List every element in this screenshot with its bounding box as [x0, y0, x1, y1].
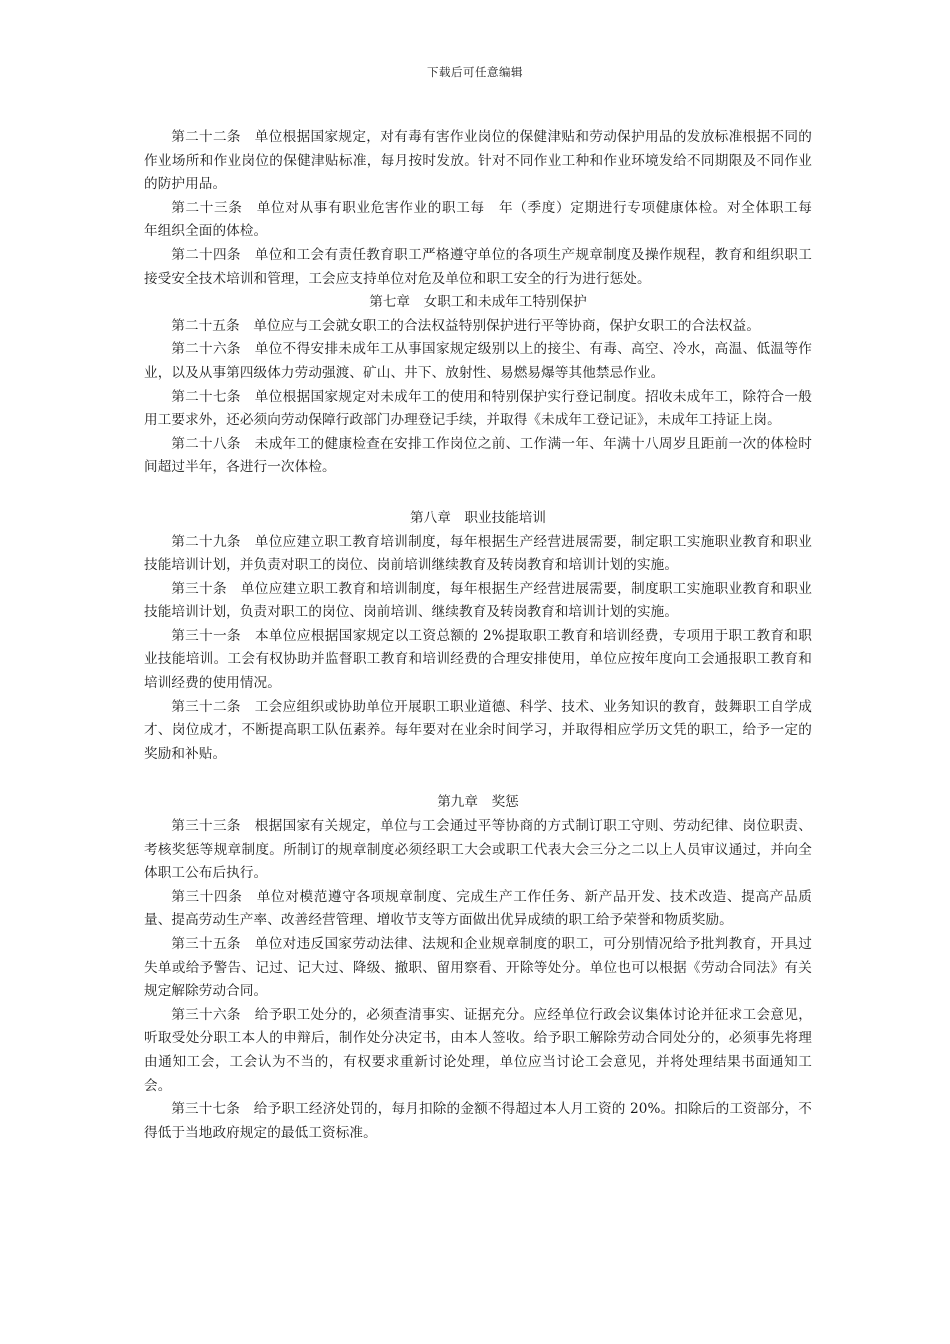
article-35: 第三十五条 单位对违反国家劳动法律、法规和企业规章制度的职工，可分别情况给予批判教育，开具过失单或给予警告、记过、记大过、降级、撤职、留用察看、开除等处分。单位也可以根据《劳动合同法》有关规定解除劳动合同。	[144, 936, 812, 1000]
article-30: 第三十条 单位应建立职工教育和培训制度，每年根据生产经营进展需要，制度职工实施职业教育和职业技能培训计划，负责对职工的岗位、岗前培训、继续教育及转岗教育和培训计划的实施。	[144, 580, 812, 621]
chapter-7-heading: 第七章 女职工和未成年工特别保护	[369, 294, 587, 311]
article-34: 第三十四条 单位对模范遵守各项规章制度、完成生产工作任务、新产品开发、技术改造、提高产品质量、提高劳动生产率、改善经营管理、增收节支等方面做出优异成绩的职工给予荣誉和物质奖励。	[144, 888, 812, 929]
article-23: 第二十三条 单位对从事有职业危害作业的职工每 年（季度）定期进行专项健康体检。对全体职工每 年组织全面的体检。	[144, 199, 826, 240]
document-body	[144, 126, 826, 1145]
article-36: 第三十六条 给予职工处分的，必须查清事实、证据充分。应经单位行政会议集体讨论并征求工会意见，听取受处分职工本人的申辩后，制作处分决定书，由本人签收。给予职工解除劳动合同处分的，必须事先将理由通知工会，工会认为不当的，有权要求重新讨论处理，单位应当讨论工会意见，并将处理结果书面通知工会。	[144, 1006, 812, 1094]
page-header: 下载后可任意编辑	[427, 65, 523, 79]
article-28: 第二十八条 未成年工的健康检查在安排工作岗位之前、工作满一年、年满十八周岁且距前一次的体检时间超过半年，各进行一次体检。	[144, 435, 812, 476]
article-22: 第二十二条 单位根据国家规定，对有毒有害作业岗位的保健津贴和劳动保护用品的发放标准根据不同的作业场所和作业岗位的保健津贴标准，每月按时发放。针对不同作业工种和作业环境发给不同期限及不同作业的防护用品。	[144, 129, 812, 193]
article-29: 第二十九条 单位应建立职工教育培训制度，每年根据生产经营进展需要，制定职工实施职业教育和职业技能培训计划，并负责对职工的岗位、岗前培训继续教育及转岗教育和培训计划的实施。	[144, 533, 812, 574]
article-26: 第二十六条 单位不得安排未成年工从事国家规定级别以上的接尘、有毒、高空、冷水，高温、低温等作业，以及从事第四级体力劳动强渡、矿山、井下、放射性、易燃易爆等其他禁忌作业。	[144, 341, 812, 381]
article-31: 第三十一条 本单位应根据国家规定以工资总额的 2%提取职工教育和培训经费，专项用于职工教育和职业技能培训。工会有权协助并监督职工教育和培训经费的合理安排使用，单位应按年度向工会通报职工教育和培训经费的使用情况。	[144, 627, 812, 692]
article-37: 第三十七条 给予职工经济处罚的，每月扣除的金额不得超过本人月工资的 20%。扣除后的工资部分，不得低于当地政府规定的最低工资标准。	[144, 1101, 812, 1141]
article-27: 第二十七条 单位根据国家规定对未成年工的使用和特别保护实行登记制度。招收未成年工，除符合一般用工要求外，还必须向劳动保障行政部门办理登记手续，并取得《未成年工登记证》，未成年工持证上岗。	[144, 388, 812, 429]
article-25: 第二十五条 单位应与工会就女职工的合法权益特别保护进行平等协商，保护女职工的合法权益。	[171, 317, 761, 334]
article-24: 第二十四条 单位和工会有责任教育职工严格遵守单位的各项生产规章制度及操作规程，教育和组织职工接受安全技术培训和管理，工会应支持单位对危及单位和职工安全的行为进行惩处。	[144, 246, 812, 287]
chapter-8-heading: 第八章 职业技能培训	[410, 509, 546, 526]
chapter-9-heading: 第九章 奖惩	[437, 794, 519, 811]
article-32: 第三十二条 工会应组织或协助单位开展职工职业道德、科学、技术、业务知识的教育，鼓舞职工自学成才、岗位成才，不断提高职工队伍素养。每年要对在业余时间学习，并取得相应学历文凭的职工，给予一定的奖励和补贴。	[144, 698, 812, 762]
article-33: 第三十三条 根据国家有关规定，单位与工会通过平等协商的方式制订职工守则、劳动纪律、岗位职责、考核奖惩等规章制度。所制订的规章制度必须经职工大会或职工代表大会三分之二以上人员审议通过，并向全体职工公布后执行。	[144, 818, 812, 882]
